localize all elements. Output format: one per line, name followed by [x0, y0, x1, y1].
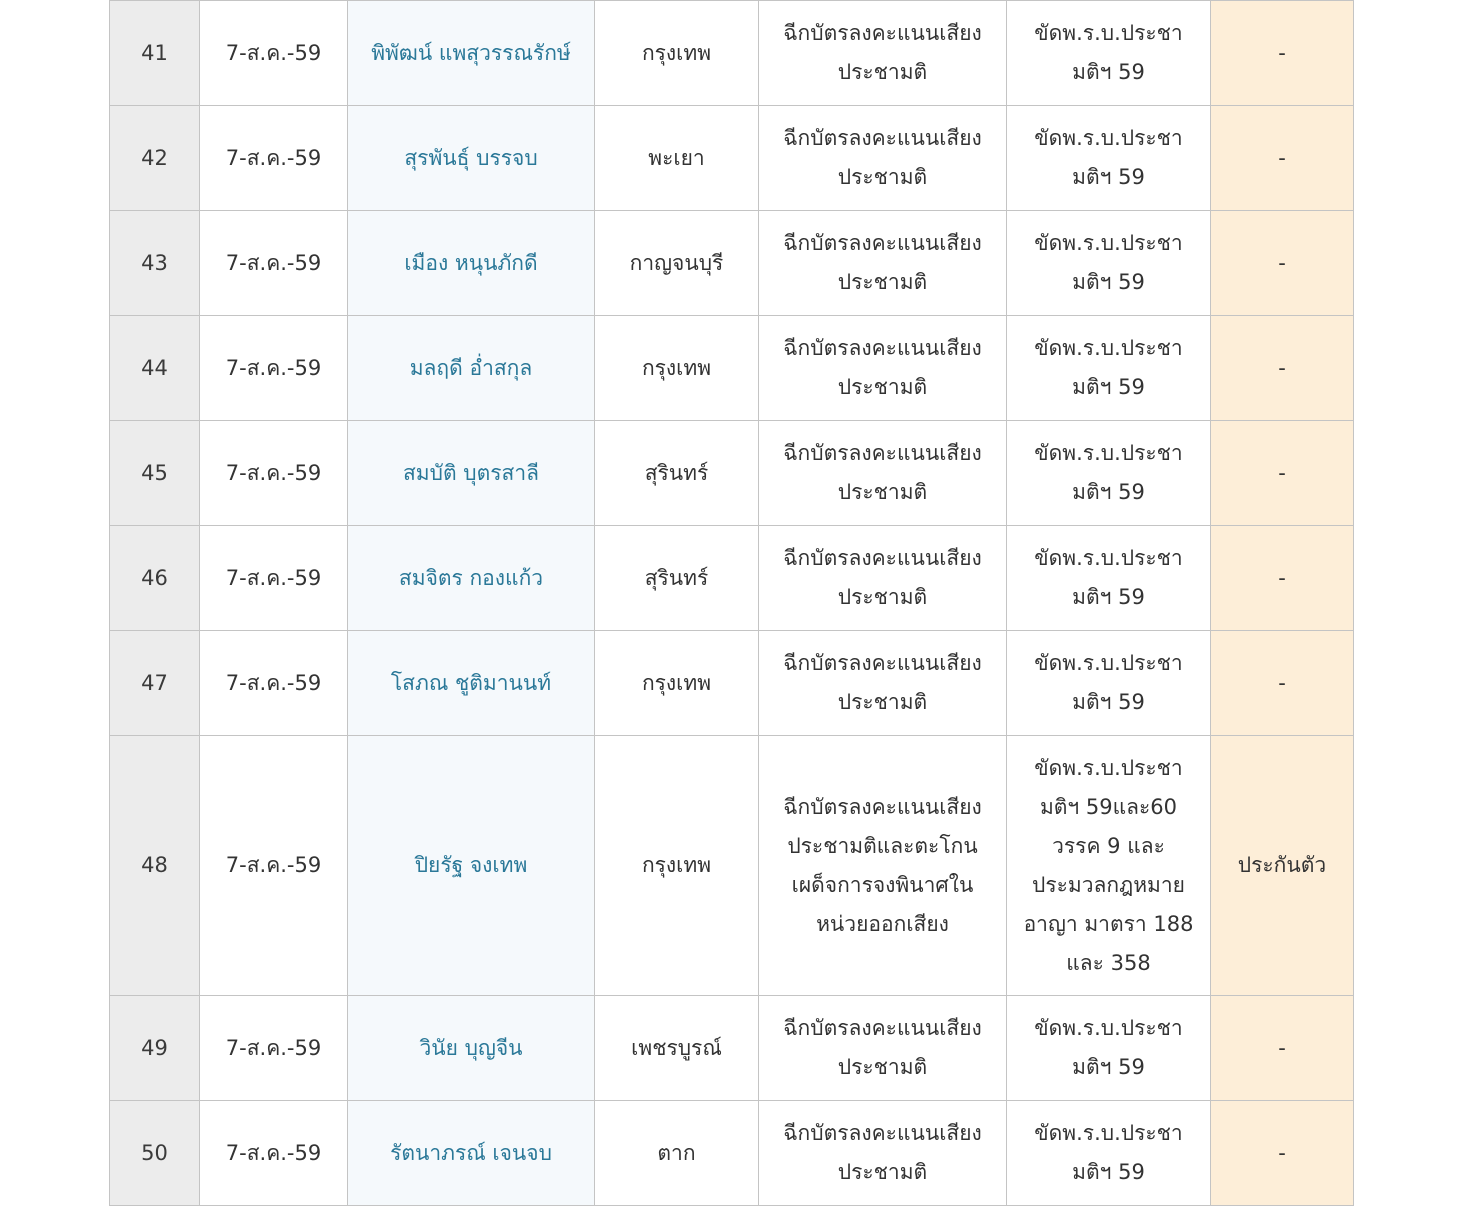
case-number-cell: 50 [110, 1101, 200, 1206]
case-number-cell: 45 [110, 421, 200, 526]
province-cell: กรุงเทพ [595, 631, 759, 736]
charge-cell: ขัดพ.ร.บ.ประชามติฯ 59 [1007, 631, 1211, 736]
province-cell: สุรินทร์ [595, 421, 759, 526]
province-cell: กรุงเทพ [595, 1, 759, 106]
charge-cell: ขัดพ.ร.บ.ประชามติฯ 59และ60 วรรค 9 และประมวลกฎหมายอาญา มาตรา 188 และ 358 [1007, 736, 1211, 996]
province-cell: กรุงเทพ [595, 736, 759, 996]
person-name-link[interactable]: สมจิตร กองแก้ว [348, 526, 595, 631]
charge-cell: ขัดพ.ร.บ.ประชามติฯ 59 [1007, 211, 1211, 316]
action-cell: ฉีกบัตรลงคะแนนเสียงประชามติ [759, 211, 1007, 316]
table-row [110, 996, 1354, 1101]
date-cell: 7-ส.ค.-59 [200, 526, 348, 631]
action-cell: ฉีกบัตรลงคะแนนเสียงประชามติ [759, 421, 1007, 526]
status-cell: - [1211, 211, 1354, 316]
action-cell: ฉีกบัตรลงคะแนนเสียงประชามติ [759, 316, 1007, 421]
date-cell: 7-ส.ค.-59 [200, 421, 348, 526]
status-cell: - [1211, 526, 1354, 631]
charge-cell: ขัดพ.ร.บ.ประชามติฯ 59 [1007, 996, 1211, 1101]
status-cell: - [1211, 421, 1354, 526]
province-cell: กรุงเทพ [595, 316, 759, 421]
action-cell: ฉีกบัตรลงคะแนนเสียงประชามติ [759, 996, 1007, 1101]
case-number-cell: 48 [110, 736, 200, 996]
person-name-link[interactable]: โสภณ ชูติมานนท์ [348, 631, 595, 736]
charge-cell: ขัดพ.ร.บ.ประชามติฯ 59 [1007, 526, 1211, 631]
status-cell: ประกันตัว [1211, 736, 1354, 996]
case-table [109, 0, 1354, 1206]
status-cell: - [1211, 996, 1354, 1101]
case-number-cell: 46 [110, 526, 200, 631]
action-cell: ฉีกบัตรลงคะแนนเสียงประชามติและตะโกนเผด็จการจงพินาศในหน่วยออกเสียง [759, 736, 1007, 996]
charge-cell: ขัดพ.ร.บ.ประชามติฯ 59 [1007, 1101, 1211, 1206]
status-cell: - [1211, 1, 1354, 106]
table-row [110, 526, 1354, 631]
date-cell: 7-ส.ค.-59 [200, 736, 348, 996]
date-cell: 7-ส.ค.-59 [200, 316, 348, 421]
status-cell: - [1211, 631, 1354, 736]
action-cell: ฉีกบัตรลงคะแนนเสียงประชามติ [759, 631, 1007, 736]
table-row [110, 736, 1354, 996]
province-cell: พะเยา [595, 106, 759, 211]
charge-cell: ขัดพ.ร.บ.ประชามติฯ 59 [1007, 421, 1211, 526]
charge-cell: ขัดพ.ร.บ.ประชามติฯ 59 [1007, 1, 1211, 106]
person-name-link[interactable]: พิพัฒน์ แพสุวรรณรักษ์ [348, 1, 595, 106]
person-name-link[interactable]: วินัย บุญจีน [348, 996, 595, 1101]
action-cell: ฉีกบัตรลงคะแนนเสียงประชามติ [759, 526, 1007, 631]
charge-cell: ขัดพ.ร.บ.ประชามติฯ 59 [1007, 106, 1211, 211]
date-cell: 7-ส.ค.-59 [200, 996, 348, 1101]
date-cell: 7-ส.ค.-59 [200, 1, 348, 106]
person-name-link[interactable]: รัตนาภรณ์ เจนจบ [348, 1101, 595, 1206]
case-number-cell: 42 [110, 106, 200, 211]
table-row [110, 421, 1354, 526]
date-cell: 7-ส.ค.-59 [200, 211, 348, 316]
table-row [110, 631, 1354, 736]
case-table-body [110, 1, 1354, 1206]
case-table-container [109, 0, 1353, 1206]
person-name-link[interactable]: สมบัติ บุตรสาลี [348, 421, 595, 526]
case-number-cell: 43 [110, 211, 200, 316]
action-cell: ฉีกบัตรลงคะแนนเสียงประชามติ [759, 1, 1007, 106]
province-cell: ตาก [595, 1101, 759, 1206]
case-number-cell: 41 [110, 1, 200, 106]
person-name-link[interactable]: เมือง หนุนภักดี [348, 211, 595, 316]
action-cell: ฉีกบัตรลงคะแนนเสียงประชามติ [759, 106, 1007, 211]
date-cell: 7-ส.ค.-59 [200, 1101, 348, 1206]
province-cell: กาญจนบุรี [595, 211, 759, 316]
date-cell: 7-ส.ค.-59 [200, 631, 348, 736]
table-row [110, 316, 1354, 421]
table-row [110, 106, 1354, 211]
table-row [110, 211, 1354, 316]
person-name-link[interactable]: มลฤดี อ่ำสกุล [348, 316, 595, 421]
status-cell: - [1211, 106, 1354, 211]
date-cell: 7-ส.ค.-59 [200, 106, 348, 211]
status-cell: - [1211, 316, 1354, 421]
person-name-link[interactable]: ปิยรัฐ จงเทพ [348, 736, 595, 996]
action-cell: ฉีกบัตรลงคะแนนเสียงประชามติ [759, 1101, 1007, 1206]
person-name-link[interactable]: สุรพันธุ์ บรรจบ [348, 106, 595, 211]
table-row [110, 1, 1354, 106]
status-cell: - [1211, 1101, 1354, 1206]
case-number-cell: 49 [110, 996, 200, 1101]
province-cell: เพชรบูรณ์ [595, 996, 759, 1101]
case-number-cell: 44 [110, 316, 200, 421]
charge-cell: ขัดพ.ร.บ.ประชามติฯ 59 [1007, 316, 1211, 421]
case-number-cell: 47 [110, 631, 200, 736]
province-cell: สุรินทร์ [595, 526, 759, 631]
table-row [110, 1101, 1354, 1206]
